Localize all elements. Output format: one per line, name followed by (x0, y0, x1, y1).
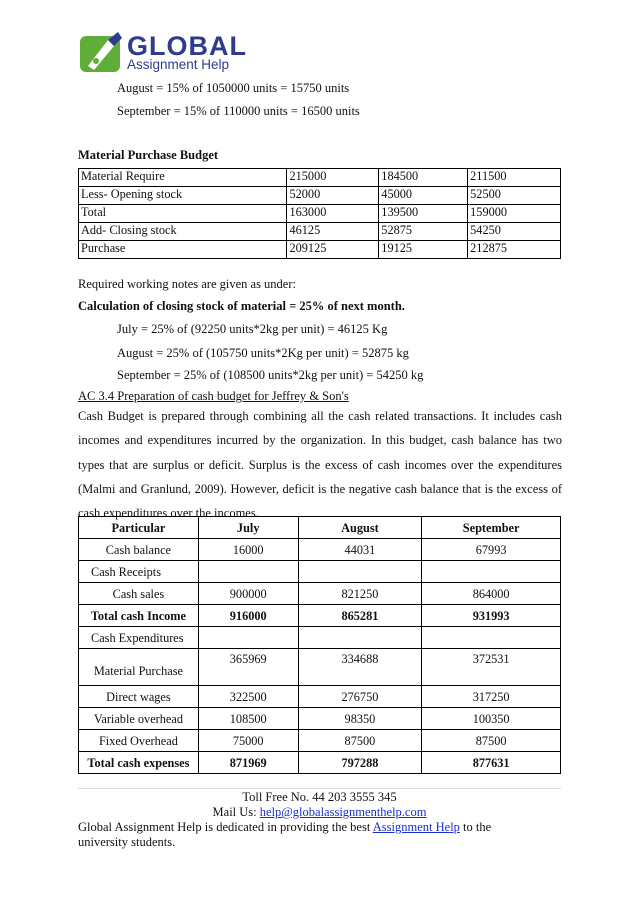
cash-cell: 871969 (198, 752, 298, 774)
footer-mail-label: Mail Us: (212, 805, 260, 819)
cash-cell: 821250 (298, 583, 422, 605)
cash-cell: Cash Receipts (79, 561, 199, 583)
mpb-cell: 52500 (468, 187, 561, 205)
table-row (79, 169, 561, 187)
cash-cell: 87500 (298, 730, 422, 752)
mpb-cell: 159000 (468, 205, 561, 223)
cash-cell: 931993 (422, 605, 561, 627)
closing-stock-title: Calculation of closing stock of material = 25% of next month. (78, 299, 405, 313)
cash-cell: 317250 (422, 686, 561, 708)
assignment-help-link[interactable]: Assignment Help (372, 820, 460, 834)
logo-subtitle: Assignment Help (127, 57, 230, 72)
closing-line-august: August = 25% of (105750 units*2Kg per unit) = 52875 kg (117, 346, 409, 360)
table-row (79, 187, 561, 205)
mpb-cell: 45000 (379, 187, 468, 205)
cash-cell: 98350 (298, 708, 422, 730)
logo-mark (78, 30, 124, 76)
mpb-cell: 19125 (379, 241, 468, 259)
cash-header-cell: July (198, 517, 298, 539)
footer-tagline (78, 820, 491, 834)
mpb-cell: 139500 (379, 205, 468, 223)
mpb-cell: 52875 (379, 223, 468, 241)
cash-cell: 865281 (298, 605, 422, 627)
sales-line-september: September = 15% of 110000 units = 16500 units (117, 104, 360, 118)
footer-divider (78, 788, 561, 789)
cash-cell: 108500 (198, 708, 298, 730)
footer-tagline-text-end: to the (459, 820, 492, 834)
cash-header-cell: Particular (79, 517, 199, 539)
footer-tagline-line2: university students. (78, 835, 176, 849)
cash-cell: 100350 (422, 708, 561, 730)
cash-cell: 87500 (422, 730, 561, 752)
cash-cell: 900000 (198, 583, 298, 605)
cash-cell: Variable overhead (79, 708, 199, 730)
cash-cell: 322500 (198, 686, 298, 708)
cash-budget-table (78, 516, 561, 774)
cash-cell: 334688 (298, 649, 422, 686)
cash-cell: 16000 (198, 539, 298, 561)
cash-cell: 864000 (422, 583, 561, 605)
cash-cell: 67993 (422, 539, 561, 561)
mpb-cell: 163000 (287, 205, 379, 223)
table-row (79, 649, 561, 686)
cash-cell: 916000 (198, 605, 298, 627)
mpb-cell: 209125 (287, 241, 379, 259)
cash-cell: Cash balance (79, 539, 199, 561)
table-row (79, 686, 561, 708)
table-row (79, 223, 561, 241)
cash-cell: 276750 (298, 686, 422, 708)
cash-cell: 797288 (298, 752, 422, 774)
cash-cell (198, 627, 298, 649)
table-header-row (79, 517, 561, 539)
cash-cell: 75000 (198, 730, 298, 752)
table-row (79, 730, 561, 752)
logo-word: GLOBAL (127, 31, 247, 61)
table-row (79, 241, 561, 259)
table-row (79, 583, 561, 605)
cash-cell: 365969 (198, 649, 298, 686)
footer-toll: Toll Free No. 44 203 3555 345 (242, 790, 397, 804)
table-row (79, 752, 561, 774)
cash-cell (422, 561, 561, 583)
cash-cell: Cash Expenditures (79, 627, 199, 649)
table-row (79, 627, 561, 649)
mpb-cell: 211500 (468, 169, 561, 187)
closing-line-july: July = 25% of (92250 units*2kg per unit) = 46125 Kg (117, 322, 388, 336)
footer-tagline-text: Global Assignment Help is dedicated in providing the best (78, 820, 373, 834)
cash-header-cell: August (298, 517, 422, 539)
mpb-cell: 54250 (468, 223, 561, 241)
mpb-cell: 184500 (379, 169, 468, 187)
cash-cell: Fixed Overhead (79, 730, 199, 752)
sales-line-august: August = 15% of 1050000 units = 15750 units (117, 81, 350, 95)
mpb-cell: 212875 (468, 241, 561, 259)
mpb-cell: 215000 (287, 169, 379, 187)
cash-cell: 44031 (298, 539, 422, 561)
cash-cell: 372531 (422, 649, 561, 686)
mpb-cell: 46125 (287, 223, 379, 241)
closing-line-september: September = 25% of (108500 units*2kg per unit) = 54250 kg (117, 368, 424, 382)
cash-cell (198, 561, 298, 583)
cash-cell: Material Purchase (79, 649, 199, 686)
cash-header-cell: September (422, 517, 561, 539)
mpb-cell: Total (79, 205, 287, 223)
cash-cell (422, 627, 561, 649)
cash-cell (298, 561, 422, 583)
cash-cell: Cash sales (79, 583, 199, 605)
cash-cell: Direct wages (79, 686, 199, 708)
mpb-cell: Material Require (79, 169, 287, 187)
table-row (79, 205, 561, 223)
mpb-cell: Add- Closing stock (79, 223, 287, 241)
cash-cell: Total cash expenses (79, 752, 199, 774)
mpb-cell: Purchase (79, 241, 287, 259)
table-row (79, 605, 561, 627)
material-purchase-table (78, 168, 561, 259)
table-row (79, 708, 561, 730)
cash-cell (298, 627, 422, 649)
cash-cell: 877631 (422, 752, 561, 774)
mpb-title: Material Purchase Budget (78, 148, 219, 162)
ac-heading: AC 3.4 Preparation of cash budget for Jeffrey & Son's (78, 389, 349, 403)
mail-link[interactable]: help@globalassignmenthelp.com (259, 805, 427, 819)
cash-budget-paragraph: Cash Budget is prepared through combining all the cash related transactions. It includes cash incomes and expenditures incurred by the organization. In this budget, cash balance has two types that are surplus or deficit. Surplus is the excess of cash incomes over the expenditures (Malmi and Granlund, 2009). However, deficit is the negative cash balance that is the excess of cash expenditures over the incomes. (78, 409, 562, 521)
table-row (79, 561, 561, 583)
mpb-cell: 52000 (287, 187, 379, 205)
notes-intro: Required working notes are given as under: (78, 277, 296, 291)
footer-mail (78, 805, 561, 820)
mpb-cell: Less- Opening stock (79, 187, 287, 205)
cash-cell: Total cash Income (79, 605, 199, 627)
table-row (79, 539, 561, 561)
